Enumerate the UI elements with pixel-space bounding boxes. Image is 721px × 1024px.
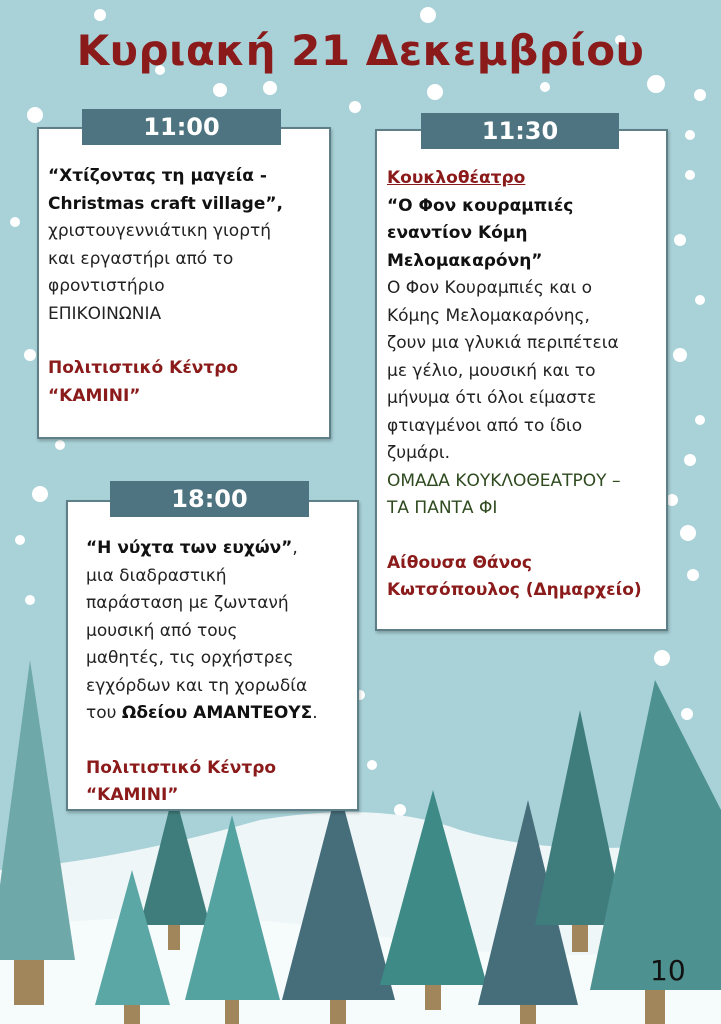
event-category: Κουκλοθέατρο (387, 168, 526, 188)
event-desc-line: και εργαστήρι από το (48, 248, 234, 269)
event-desc-line: μαθητές, τις ορχήστρες (86, 648, 294, 668)
event-venue: “ΚΑΜΙΝΙ” (86, 785, 179, 805)
event-body-1100 (48, 163, 326, 410)
event-desc-line: ζουν μια γλυκιά περιπέτεια (387, 333, 619, 353)
event-group: ΟΜΑΔΑ ΚΟΥΚΛΟΘΕΑΤΡΟΥ – (387, 470, 621, 491)
event-title-line: εναντίον Κόμη (387, 223, 528, 243)
event-desc-line: φτιαγμένοι από το ίδιο (387, 415, 583, 436)
event-desc-line: Ο Φον Κουραμπιές και ο (387, 278, 593, 298)
event-desc-line: ΕΠΙΚΟΙΝΩΝΙΑ (48, 303, 162, 324)
event-venue: “ΚΑΜΙΝΙ” (48, 385, 141, 406)
event-desc-line: εγχόρδων και τη χορωδία (86, 675, 308, 696)
event-body-1130 (387, 165, 665, 605)
event-desc-prefix: του (86, 703, 122, 723)
event-title-tail: ”, (265, 193, 284, 214)
event-desc-bold: Ωδείου ΑΜΑΝΤΕΟΥΣ (121, 703, 313, 723)
event-title-line: Christmas craft village (48, 193, 266, 214)
time-badge-1800: 18:00 (110, 481, 309, 517)
event-desc-line: φροντιστήριο (48, 276, 165, 296)
time-badge-1130: 11:30 (421, 113, 619, 149)
event-desc-suffix: . (312, 703, 318, 723)
time-badge-1100: 11:00 (82, 109, 281, 145)
event-venue: Πολιτιστικό Κέντρο (86, 757, 277, 778)
event-desc-line: με γέλιο, μουσική και το (387, 360, 596, 381)
event-title-tail: , (292, 538, 298, 558)
event-desc-line: παράσταση με ζωντανή (86, 593, 289, 613)
event-title-line: “Ο Φον κουραμπιές (387, 195, 574, 216)
event-venue: Αίθουσα Θάνος (387, 552, 532, 573)
event-body-1800 (86, 535, 354, 810)
event-venue: Πολιτιστικό Κέντρο (48, 358, 239, 378)
event-group: ΤΑ ΠΑΝΤΑ ΦΙ (387, 498, 498, 518)
event-venue: Κωτσόπουλος (Δημαρχείο) (387, 580, 642, 600)
page-number: 10 (650, 954, 686, 987)
event-desc-line: Κόμης Μελομακαρόνης, (387, 305, 590, 326)
event-title-line: Μελομακαρόνη” (387, 250, 543, 271)
event-desc-line: χριστουγεννιάτικη γιορτή (48, 221, 272, 241)
event-desc-line: ζυμάρι. (387, 443, 451, 463)
event-title: “Η νύχτα των ευχών” (86, 538, 293, 558)
event-desc-line: μήνυμα ότι όλοι είμαστε (387, 388, 597, 408)
event-title-line: “Χτίζοντας τη μαγεία - (48, 166, 267, 186)
page-title: Κυριακή 21 Δεκεμβρίου (76, 26, 645, 75)
event-desc-line: μια διαδραστική (86, 565, 227, 586)
event-desc-line: μουσική από τους (86, 620, 238, 641)
